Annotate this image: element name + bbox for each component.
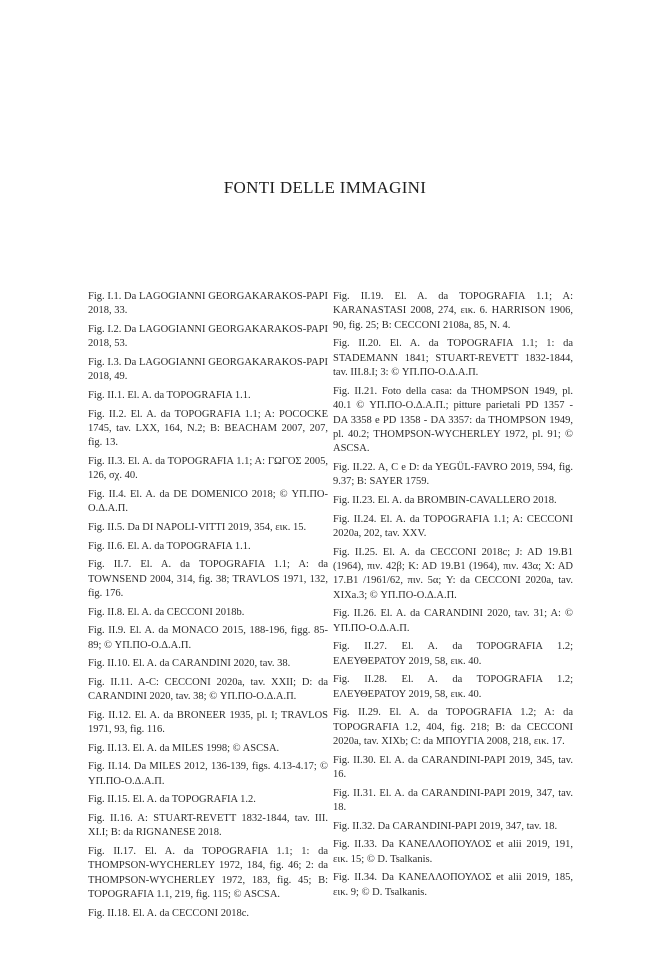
figure-credit-entry: Fig. II.9. El. A. da MONACO 2015, 188-196, figg. 85-89; © ΥΠ.ΠΟ-Ο.Δ.Α.Π. <box>88 625 328 651</box>
figure-credit-entry: Fig. II.29. El. A. da TOPOGRAFIA 1.2; A: da TOPOGRAFIA 1.2, 404, fig. 218; B: da CECCONI 2020a, tav. XIXb; C: da ΜΠΟΥΓΙΑ 2008, 218, εικ. 17. <box>333 707 573 748</box>
figure-credit-entry: Fig. II.19. El. A. da TOPOGRAFIA 1.1; A: KARANASTASI 2008, 274, εικ. 6. HARRISON 1906, 90, fig. 25; B: CECCONI 2108a, 85, N. 4. <box>333 291 573 331</box>
figure-credit-entry: Fig. II.13. El. A. da MILES 1998; © ASCSA. <box>88 742 280 754</box>
figure-credit-entry: Fig. II.18. El. A. da CECCONI 2018c. <box>88 907 249 919</box>
figure-credit-entry: Fig. I.1. Da LAGOGIANNI GEORGAKARAKOS-PAPI 2018, 33. <box>88 291 328 317</box>
figure-credit-entry: Fig. II.27. El. A. da TOPOGRAFIA 1.2; ΕΛΕΥΘΕΡΑΤΟΥ 2019, 58, εικ. 40. <box>333 641 573 667</box>
figure-credit-entry: Fig. II.22. A, C e D: da YEGÜL-FAVRO 2019, 594, fig. 9.37; B: SAYER 1759. <box>333 462 573 488</box>
figure-credit-entry: Fig. II.24. El. A. da TOPOGRAFIA 1.1; A: CECCONI 2020a, 202, tav. XXV. <box>333 513 573 540</box>
figure-credit-entry: Fig. II.16. A: STUART-REVETT 1832-1844, tav. III. XI.I; B: da RIGNANESE 2018. <box>88 812 328 839</box>
figure-credit-entry: Fig. II.2. El. A. da TOPOGRAFIA 1.1; A: POCOCKE 1745, tav. LXX, 164, N.2; B: BEACHAM 2007, 207, fig. 13. <box>88 408 328 449</box>
figure-credit-entry: Fig. II.11. A-C: CECCONI 2020a, tav. XXII; D: da CARANDINI 2020, tav. 38; © ΥΠ.ΠΟ-Ο.Δ.Α.Π. <box>88 676 328 703</box>
figure-credit-entry: Fig. II.21. Foto della casa: da THOMPSON 1949, pl. 40.1 © ΥΠ.ΠΟ-Ο.Δ.Α.Π.; pitture parietali PD 1357 - DA 3358 e PD 1358 - DA 3357: da THOMPSON 1949, pl. 40.2; THOMPSON-WYCHERLEY 1972, pl. 91; © ASCSA. <box>333 385 573 455</box>
figure-credit-entry: Fig. I.2. Da LAGOGIANNI GEORGAKARAKOS-PAPI 2018, 53. <box>88 324 328 350</box>
figure-credit-entry: Fig. II.30. El. A. da CARANDINI-PAPI 2019, 345, tav. 16. <box>333 754 573 781</box>
figure-credit-entry: Fig. II.28. El. A. da TOPOGRAFIA 1.2; ΕΛΕΥΘΕΡΑΤΟΥ 2019, 58, εικ. 40. <box>333 674 573 700</box>
figure-credit-entry: Fig. II.33. Da ΚΑΝΕΛΛΟΠΟΥΛΟΣ et alii 2019, 191, εικ. 15; © D. Tsalkanis. <box>333 839 573 865</box>
figure-credit-entry: Fig. II.7. El. A. da TOPOGRAFIA 1.1; A: da TOWNSEND 2004, 314, fig. 38; TRAVLOS 1971, 132, fig. 176. <box>88 559 328 599</box>
right-column <box>333 290 573 904</box>
figure-credit-entry: Fig. II.26. El. A. da CARANDINI 2020, tav. 31; A: © ΥΠ.ΠΟ-Ο.Δ.Α.Π. <box>333 608 573 634</box>
figure-credit-entry: Fig. II.10. El. A. da CARANDINI 2020, tav. 38. <box>88 658 291 670</box>
figure-credit-entry: Fig. II.4. El. A. da DE DOMENICO 2018; © ΥΠ.ΠΟ-Ο.Δ.Α.Π. <box>88 489 328 515</box>
figure-credit-entry: Fig. II.31. El. A. da CARANDINI-PAPI 2019, 347, tav. 18. <box>333 787 573 814</box>
figure-credit-entry: Fig. II.32. Da CARANDINI-PAPI 2019, 347, tav. 18. <box>333 820 558 832</box>
figure-credit-entry: Fig. II.20. El. A. da TOPOGRAFIA 1.1; 1: da STADEMANN 1841; STUART-REVETT 1832-1844, tav. III.8.I; 3: © ΥΠ.ΠΟ-Ο.Δ.Α.Π. <box>333 338 573 379</box>
figure-credit-entry: Fig. II.14. Da MILES 2012, 136-139, figs. 4.13-4.17; © ΥΠ.ΠΟ-Ο.Δ.Α.Π. <box>88 761 328 787</box>
figure-credit-entry: Fig. I.3. Da LAGOGIANNI GEORGAKARAKOS-PAPI 2018, 49. <box>88 357 328 383</box>
figure-credit-entry: Fig. II.5. Da DI NAPOLI-VITTI 2019, 354, εικ. 15. <box>88 522 307 533</box>
figure-credit-entry: Fig. II.12. El. A. da BRONEER 1935, pl. I; TRAVLOS 1971, 93, fig. 116. <box>88 709 328 736</box>
figure-credit-entry: Fig. II.15. El. A. da TOPOGRAFIA 1.2. <box>88 794 256 806</box>
figure-credit-entry: Fig. II.3. El. A. da TOPOGRAFIA 1.1; A: ΓΩΓΟΣ 2005, 126, σχ. 40. <box>88 456 328 482</box>
page-title: FONTI DELLE IMMAGINI <box>223 178 427 197</box>
left-column <box>88 290 328 925</box>
figure-credit-entry: Fig. II.25. El. A. da CECCONI 2018c; J: AD 19.B1 (1964), πιν. 42β; K: AD 19.B1 (1964), πιν. 43α; X: AD 17.B1 /1961/62, πιν. 5α; Y: da CECCONI 2020a, tav. XIXa.3; © ΥΠ.ΠΟ-Ο.Δ.Α.Π. <box>333 546 573 601</box>
figure-credit-entry: Fig. II.23. El. A. da BROMBIN-CAVALLERO 2018. <box>333 495 557 507</box>
figure-credit-entry: Fig. II.1. El. A. da TOPOGRAFIA 1.1. <box>88 390 251 401</box>
figure-credit-entry: Fig. II.17. El. A. da TOPOGRAFIA 1.1; 1: da THOMPSON-WYCHERLEY 1972, 184, fig. 46; 2: da THOMPSON-WYCHERLEY 1972, 183, fig. 45; B: TOPOGRAFIA 1.1, 219, fig. 115; © ASCSA. <box>88 845 328 901</box>
figure-credit-entry: Fig. II.34. Da ΚΑΝΕΛΛΟΠΟΥΛΟΣ et alii 2019, 185, εικ. 9; © D. Tsalkanis. <box>333 872 573 898</box>
figure-credit-entry: Fig. II.8. El. A. da CECCONI 2018b. <box>88 606 245 618</box>
figure-credit-entry: Fig. II.6. El. A. da TOPOGRAFIA 1.1. <box>88 540 251 552</box>
